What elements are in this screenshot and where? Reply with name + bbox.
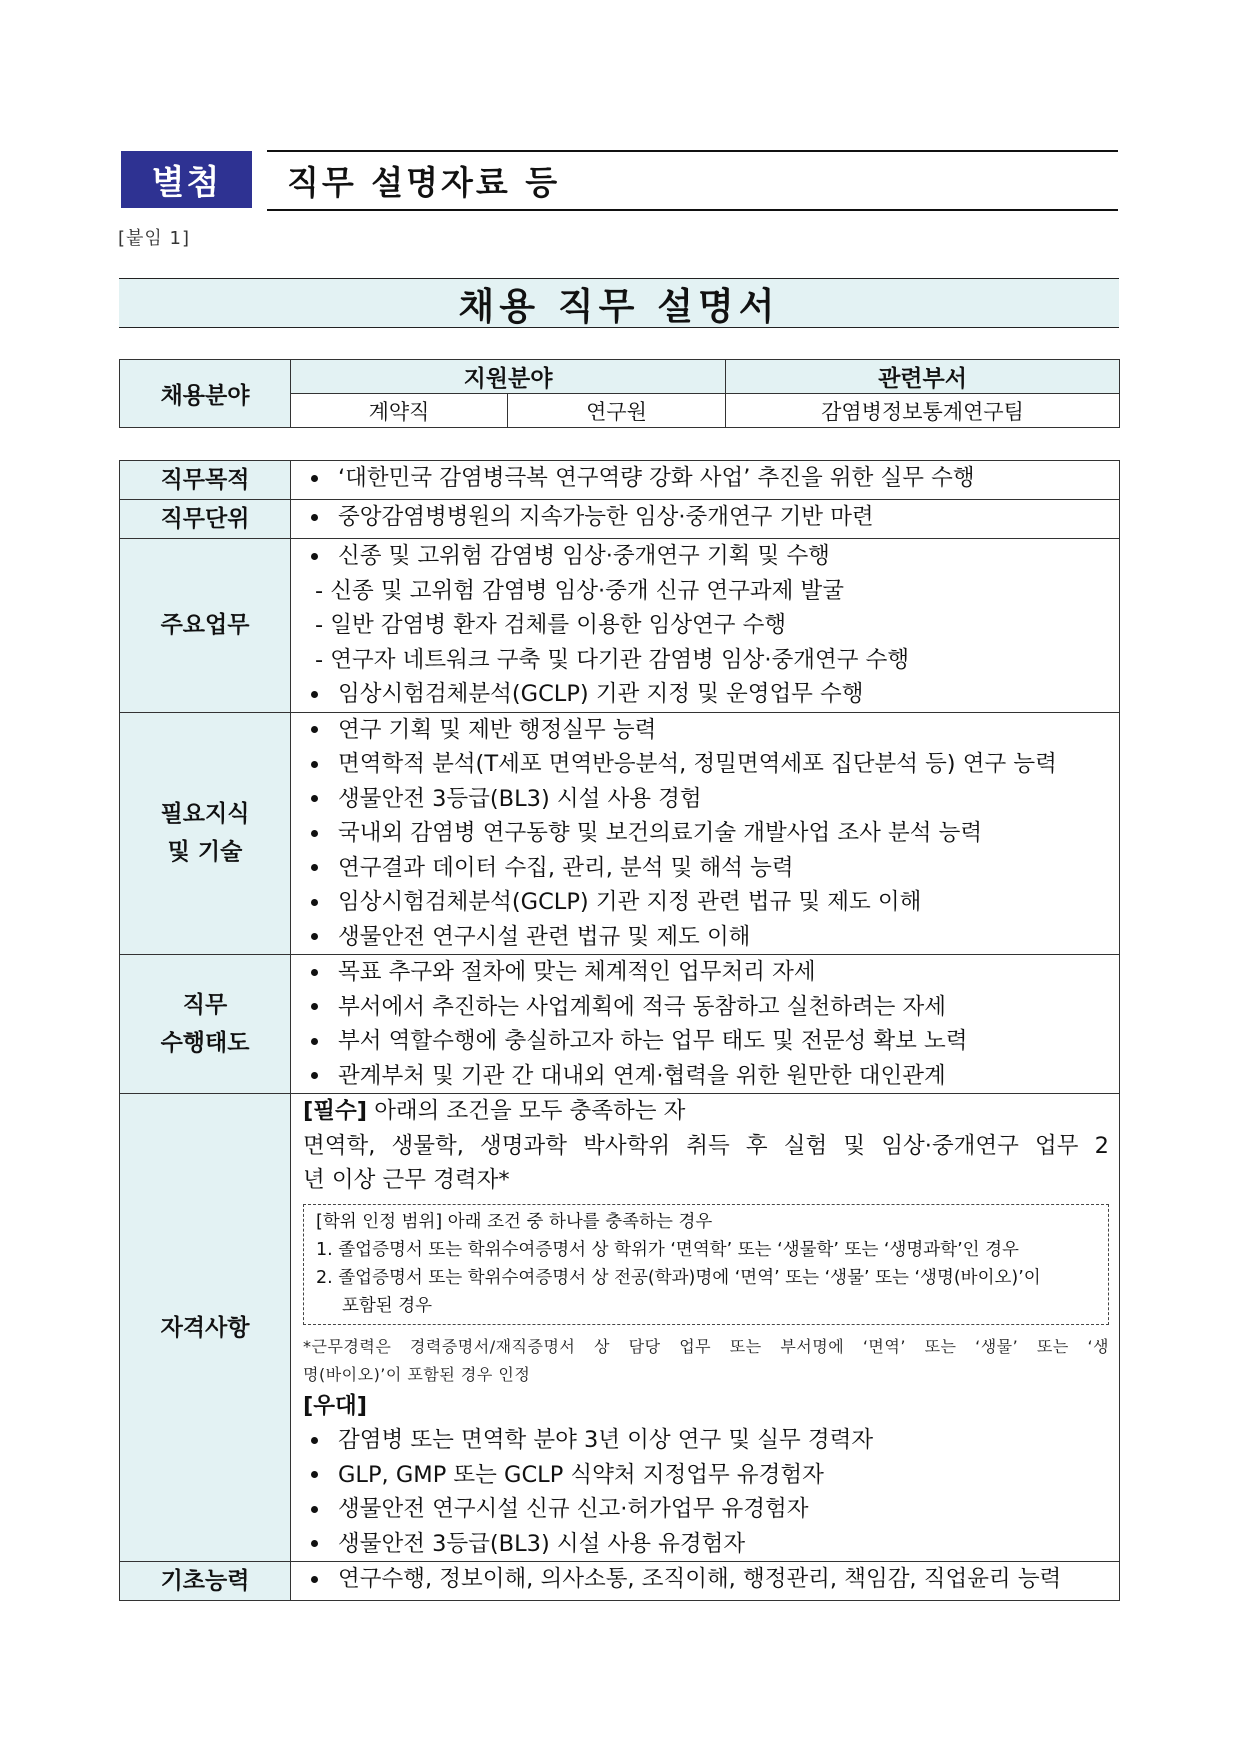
list-item: 생물안전 연구시설 신규 신고·허가업무 유경험자 <box>303 1492 1109 1527</box>
basic-ability-row <box>120 1562 1120 1601</box>
required-intro: 아래의 조건을 모두 충족하는 자 <box>367 1098 686 1124</box>
list-item: 생물안전 3등급(BL3) 시설 사용 유경험자 <box>303 1527 1109 1562</box>
position-cell: 연구원 <box>508 394 726 428</box>
list-item: 부서 역할수행에 충실하고자 하는 업무 태도 및 전문성 확보 노력 <box>303 1024 1109 1059</box>
preferred-tag: [우대] <box>303 1392 368 1419</box>
list-item: 임상시험검체분석(GCLP) 기관 지정 관련 법규 및 제도 이해 <box>303 885 1109 920</box>
annex-title-box <box>267 150 1118 211</box>
criteria-item: 포함된 경우 <box>342 1295 433 1316</box>
purpose-content <box>291 461 1120 500</box>
bullet-icon <box>311 933 318 940</box>
bullet-icon <box>311 1506 318 1513</box>
list-item: 생물안전 3등급(BL3) 시설 사용 경험 <box>303 782 1109 817</box>
bullet-icon <box>311 1038 318 1045</box>
recruitment-field-table <box>119 359 1120 428</box>
list-item: 연구결과 데이터 수집, 관리, 분석 및 해석 능력 <box>303 851 1109 886</box>
required-line: 면역학, 생물학, 생명과학 박사학위 취득 후 실험 및 임상·중개연구 업무 2 <box>303 1132 1109 1159</box>
list-item: - 일반 감염병 환자 검체를 이용한 임상연구 수행 <box>315 612 787 638</box>
bullet-icon <box>311 1437 318 1444</box>
unit-label: 직무단위 <box>120 500 291 539</box>
department-cell: 감염병정보통계연구팀 <box>726 394 1120 428</box>
list-item: 관계부처 및 기관 간 대내외 연계·협력을 위한 원만한 대인관계 <box>303 1059 1109 1094</box>
bullet-icon <box>311 475 318 482</box>
criteria-item: 1. 졸업증명서 또는 학위수여증명서 상 학위가 ‘면역학’ 또는 ‘생물학’ 또는 ‘생명과학’인 경우 <box>316 1239 1019 1260</box>
footnote: *근무경력은 경력증명서/재직증명서 상 담당 업무 또는 부서명에 ‘면역’ 또는 ‘생물’ 또는 ‘생 <box>303 1336 1109 1356</box>
bullet-icon <box>311 899 318 906</box>
list-item: 부서에서 추진하는 사업계획에 적극 동참하고 실천하려는 자세 <box>303 990 1109 1025</box>
skills-row <box>120 712 1120 955</box>
list-item: 감염병 또는 면역학 분야 3년 이상 연구 및 실무 경력자 <box>303 1423 1109 1458</box>
purpose-label: 직무목적 <box>120 461 291 500</box>
attachment-label: [붙임 1] <box>118 228 190 249</box>
required-heading <box>303 1094 1109 1129</box>
skills-label: 필요지식 및 기술 <box>120 712 291 955</box>
category-label: 채용분야 <box>120 360 291 428</box>
unit-row <box>120 500 1120 539</box>
main-tasks-content <box>291 539 1120 713</box>
bullet-icon <box>311 514 318 521</box>
required-line: 년 이상 근무 경력자* <box>303 1167 510 1193</box>
qualifications-content <box>291 1094 1120 1562</box>
footnote: 명(바이오)’이 포함된 경우 인정 <box>303 1364 531 1384</box>
bullet-icon <box>311 726 318 733</box>
annex-badge: 별첨 <box>121 151 252 208</box>
contract-type-cell: 계약직 <box>291 394 508 428</box>
required-tag: [필수] <box>303 1098 368 1124</box>
department-header: 관련부서 <box>726 360 1120 394</box>
list-item: 신종 및 고위험 감염병 임상·중개연구 기획 및 수행 <box>303 539 1109 574</box>
list-item: 국내외 감염병 연구동향 및 보건의료기술 개발사업 조사 분석 능력 <box>303 816 1109 851</box>
criteria-item: 2. 졸업증명서 또는 학위수여증명서 상 전공(학과)명에 ‘면역’ 또는 ‘생물’ 또는 ‘생명(바이오)’이 <box>316 1267 1041 1288</box>
annex-title: 직무 설명자료 등 <box>287 163 561 202</box>
list-item: 목표 추구와 절차에 맞는 체계적인 업무처리 자세 <box>303 955 1109 990</box>
bullet-icon <box>311 864 318 871</box>
qualifications-label: 자격사항 <box>120 1094 291 1562</box>
bullet-icon <box>311 553 318 560</box>
criteria-title: [학위 인정 범위] 아래 조건 중 하나를 충족하는 경우 <box>316 1211 713 1232</box>
bullet-icon <box>311 969 318 976</box>
basic-ability-text: 연구수행, 정보이해, 의사소통, 조직이해, 행정관리, 책임감, 직업윤리 능력 <box>338 1566 1062 1592</box>
bullet-icon <box>311 1540 318 1547</box>
attitude-row <box>120 955 1120 1094</box>
bullet-icon <box>311 1576 318 1583</box>
main-tasks-row <box>120 539 1120 713</box>
bullet-icon <box>311 1072 318 1079</box>
attitude-label: 직무 수행태도 <box>120 955 291 1094</box>
unit-text: 중앙감염병병원의 지속가능한 임상·중개연구 기반 마련 <box>338 504 874 530</box>
bullet-icon <box>311 761 318 768</box>
basic-ability-content <box>291 1562 1120 1601</box>
bullet-icon <box>311 830 318 837</box>
list-item: 연구 기획 및 제반 행정실무 능력 <box>303 713 1109 748</box>
qualifications-row <box>120 1094 1120 1562</box>
doc-title-box <box>119 278 1119 328</box>
list-item: - 신종 및 고위험 감염병 임상·중개 신규 연구과제 발굴 <box>315 577 844 604</box>
list-item: - 연구자 네트워크 구축 및 다기관 감염병 임상·중개연구 수행 <box>315 646 910 673</box>
duty-description-table <box>119 460 1120 1601</box>
attitude-content <box>291 955 1120 1094</box>
basic-ability-label: 기초능력 <box>120 1562 291 1601</box>
purpose-text: ‘대한민국 감염병극복 연구역량 강화 사업’ 추진을 위한 실무 수행 <box>338 465 975 491</box>
bullet-icon <box>311 691 318 698</box>
list-item: 생물안전 연구시설 관련 법규 및 제도 이해 <box>303 920 1109 955</box>
purpose-row <box>120 461 1120 500</box>
unit-content <box>291 500 1120 539</box>
list-item: 임상시험검체분석(GCLP) 기관 지정 및 운영업무 수행 <box>303 677 1109 712</box>
main-tasks-label: 주요업무 <box>120 539 291 713</box>
doc-title: 채용 직무 설명서 <box>458 285 780 328</box>
bullet-icon <box>311 1471 318 1478</box>
skills-content <box>291 712 1120 955</box>
bullet-icon <box>311 795 318 802</box>
list-item: 면역학적 분석(T세포 면역반응분석, 정밀면역세포 집단분석 등) 연구 능력 <box>303 747 1109 782</box>
list-item: GLP, GMP 또는 GCLP 식약처 지정업무 유경험자 <box>303 1458 1109 1493</box>
bullet-icon <box>311 1003 318 1010</box>
support-field-header: 지원분야 <box>291 360 726 394</box>
degree-criteria-box <box>303 1204 1109 1325</box>
